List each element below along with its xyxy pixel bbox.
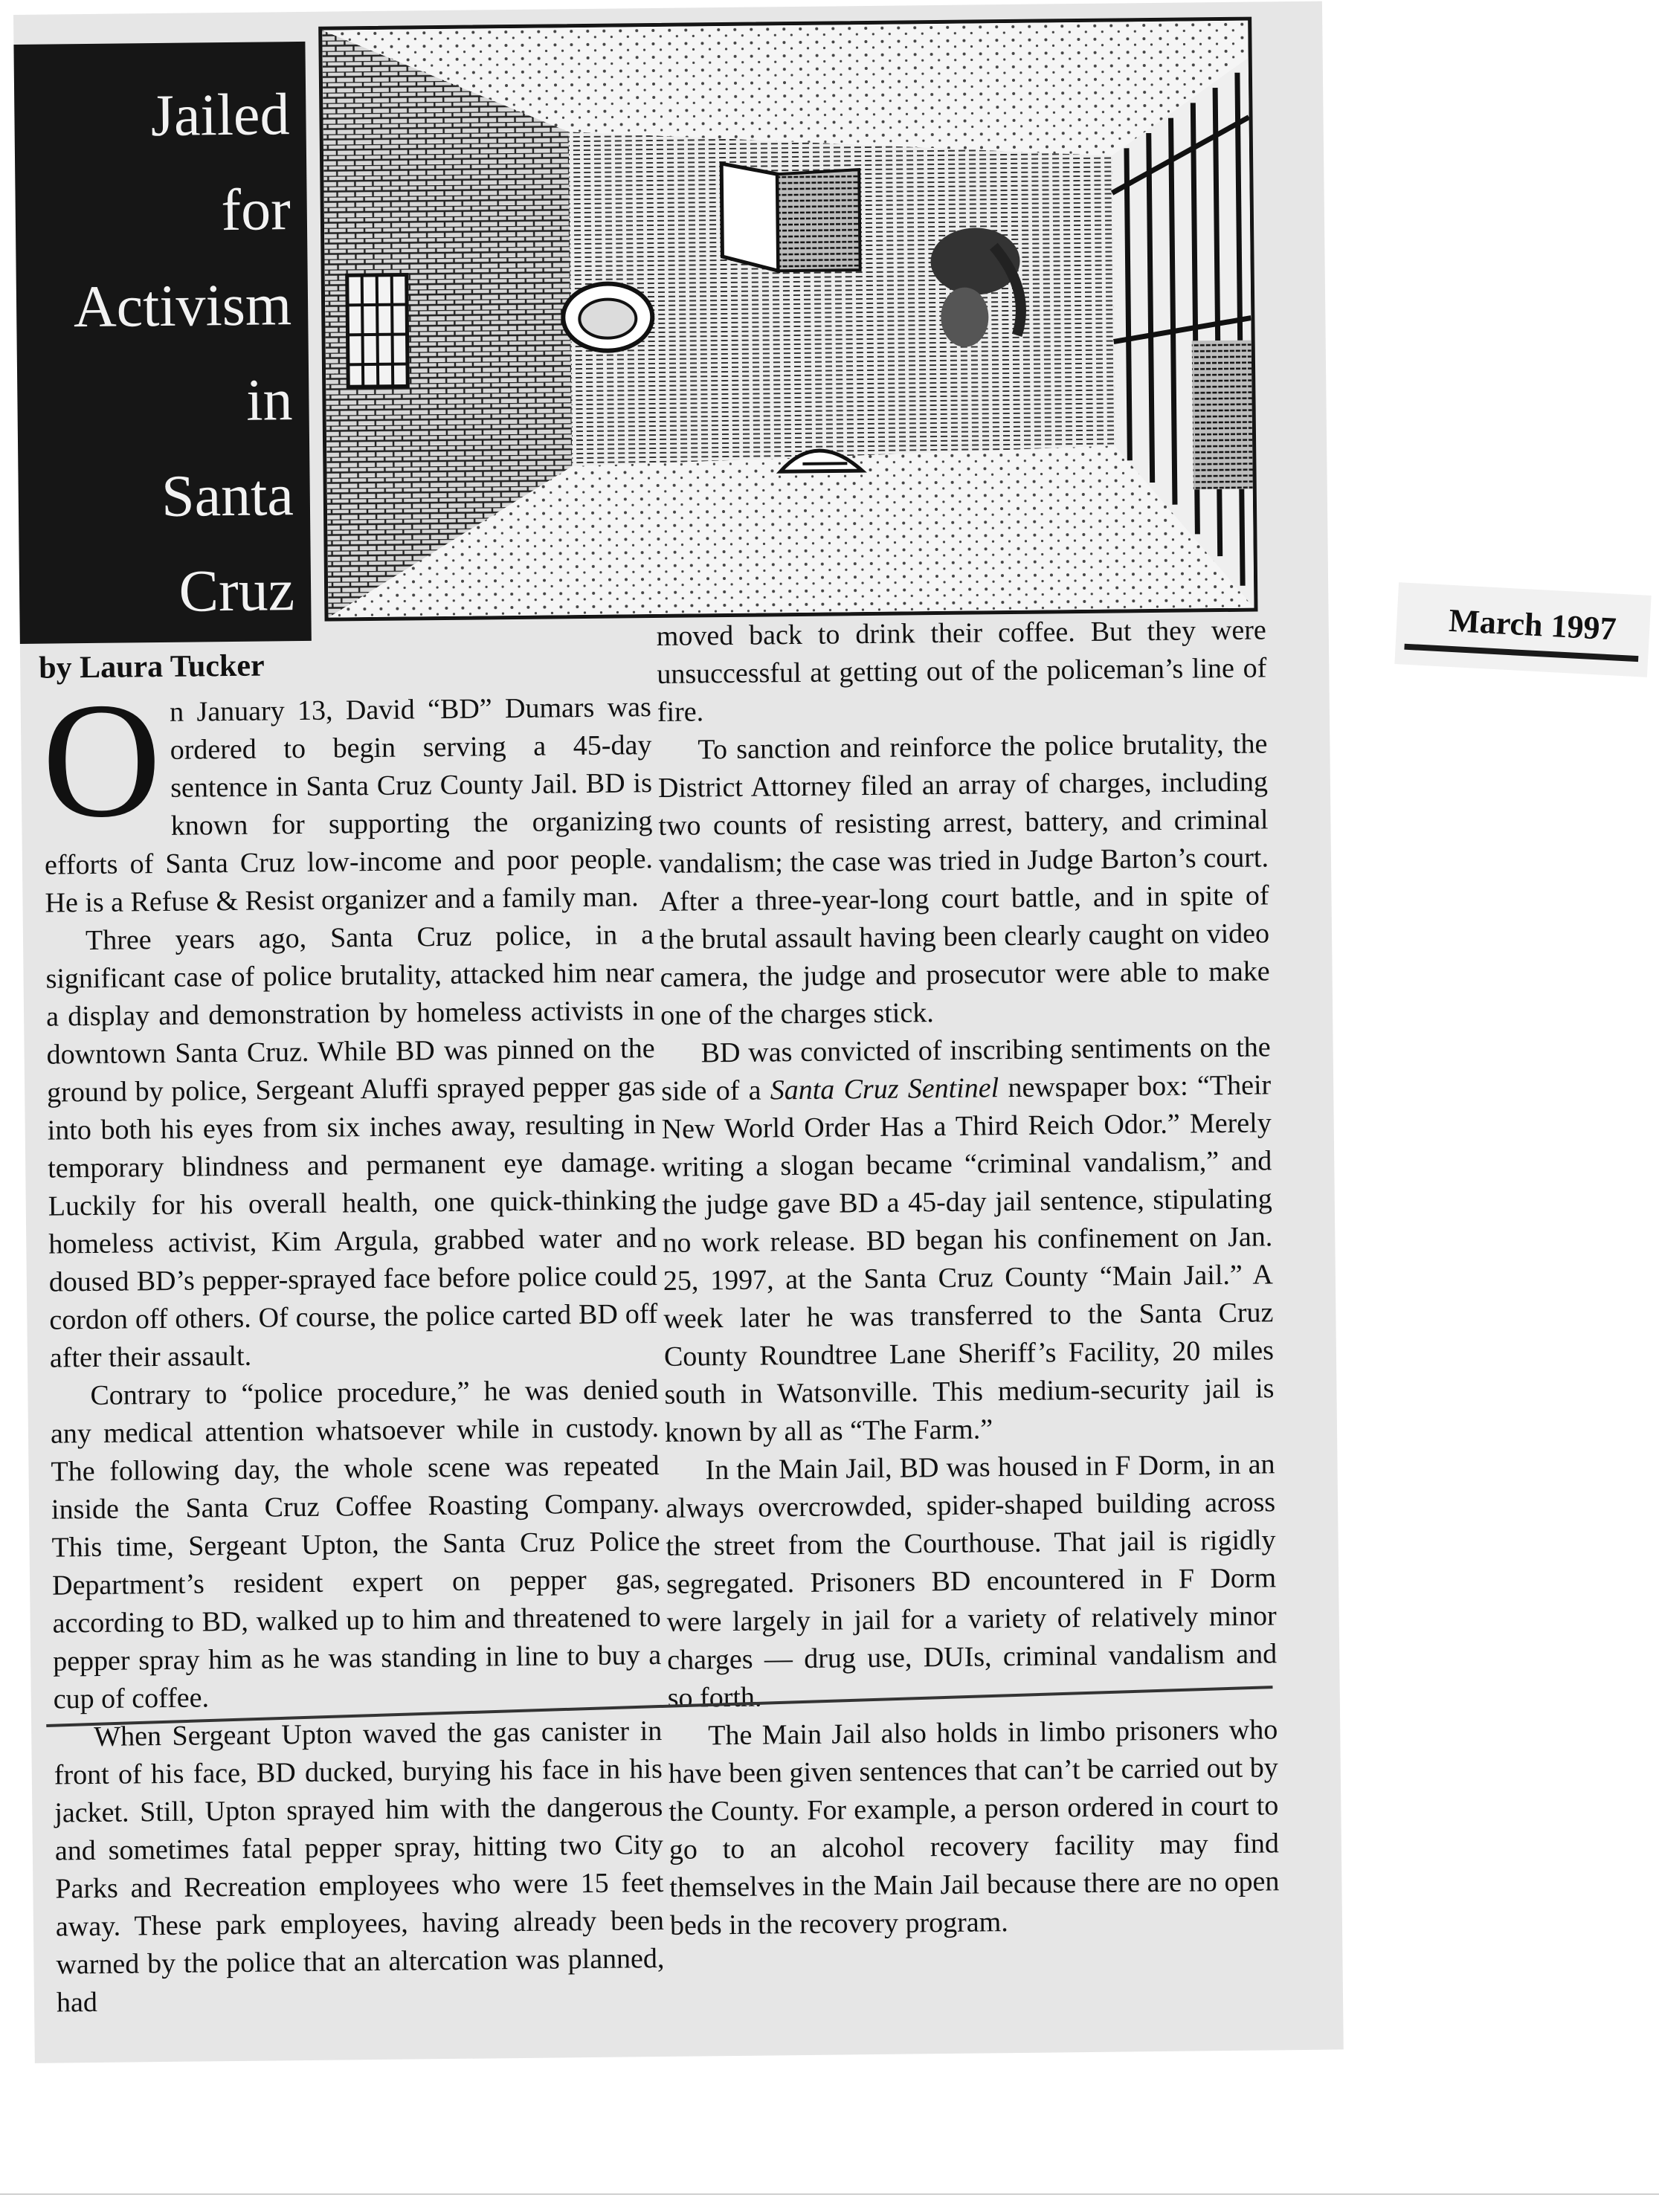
article-paragraph-9: The Main Jail also holds in limbo prisoners who have been given sentences that can’t be carried out by the County. For example, a person ordered in court to go to an alcohol recovery facility may find themselves in the Main Jail because there are no open beds in the recovery program. <box>668 1714 1280 1941</box>
headline-line-6: Cruz <box>178 558 295 625</box>
article-paragraph-1-text: n January 13, David “BD” Dumars was ordered to begin serving a 45-day sentence in Santa Cruz County Jail. BD is known for supporting the organizing efforts of Santa Cruz low-income and poor people. He is a Refuse & Resist organizer and a family man. <box>44 691 654 919</box>
date-text: March 1997 <box>1448 602 1617 648</box>
headline-line-5: Santa <box>161 462 294 529</box>
jail-cell-drawing <box>322 21 1254 618</box>
article-paragraph-6: To sanction and reinforce the police brutality, the District Attorney filed an array of charges, including two counts of resisting arrest, battery, and criminal vandalism; the case was tried in Judge Barton’s court. After a three-year-long court battle, and in spite of the brutal assault having been clearly caught on video camera, the judge and prosecutor were able to make one of the charges stick. <box>657 728 1270 1031</box>
article-paragraph-5: moved back to drink their coffee. But they were unsuccessful at getting out of the policeman’s line of fire. <box>656 614 1267 728</box>
paragraph-7-lead: BD was convicted of inscribing sentiments on the side of a <box>660 1031 1271 1107</box>
article-paragraph-4: When Sergeant Upton waved the gas canister in front of his face, BD ducked, burying his face in his jacket. Still, Upton sprayed him with the dangerous and sometimes fatal pepper spray, hitting two City Parks and Recreation employees who were 15 feet away. These park employees, having already been warned by the police that an altercation was planned, had <box>54 1715 665 2019</box>
jail-cell-illustration <box>318 17 1257 622</box>
article-paragraph-2: Three years ago, Santa Cruz police, in a significant case of police brutality, attacked him near a display and demonstration by homeless activists in downtown Santa Cruz. While BD was pinned on the ground by police, Sergeant Aluffi sprayed pepper gas into both his eyes from six inches away, resulting in temporary blindness and permanent eye damage. Luckily for his overall health, one quick-thinking homeless activist, Kim Argula, grabbed water and doused BD’s pepper-sprayed face before police could cordon off others. Of course, the police carted BD off after their assault. <box>45 919 658 1374</box>
article-column-right <box>657 611 1281 1944</box>
article-column-left <box>41 668 666 2022</box>
article-paragraph-3: Contrary to “police procedure,” he was denied any medical attention whatsoever while in custody. The following day, the whole scene was repeated inside the Santa Cruz Coffee Roasting Company. This time, Sergeant Upton, the Santa Cruz Police Department’s resident expert on pepper gas, according to BD, walked up to him and threatened to pepper spray him as he was standing in line to buy a cup of coffee. <box>50 1374 662 1715</box>
newspaper-name: Santa Cruz Sentinel <box>770 1072 999 1106</box>
headline-line-3: Activism <box>73 272 292 341</box>
headline-line-2: for <box>221 177 291 244</box>
article-paragraph-8: In the Main Jail, BD was housed in F Dorm, in an always overcrowded, spider-shaped building across the street from the Courthouse. That jail is rigidly segregated. Prisoners BD encountered in F Dorm were largely in jail for a variety of relatively minor charges — drug use, DUIs, criminal vandalism and so forth. <box>665 1448 1278 1714</box>
headline-block <box>13 42 311 644</box>
paragraph-7-rest: newspaper box: “Their New World Order Has a Third Reich Odor.” Merely writing a slogan became “criminal vandalism,” and the judge gave BD a 45-day jail sentence, stipulating no work release. BD began his confinement on Jan. 25, 1997, at the Santa Cruz County “Main Jail.” A week later he was transferred to the Santa Cruz County Roundtree Lane Sheriff’s Facility, 20 miles south in Watsonville. This medium-security jail is known by all as “The Farm.” <box>661 1069 1275 1448</box>
drop-cap: O <box>41 668 163 853</box>
byline: by Laura Tucker <box>38 648 265 686</box>
newspaper-clipping <box>13 1 1344 2063</box>
article-paragraph-7 <box>660 1028 1275 1452</box>
headline-line-1: Jailed <box>150 82 290 149</box>
headline-line-4: in <box>245 367 293 433</box>
page-bottom-edge <box>0 2193 1659 2195</box>
date-tag <box>1394 582 1651 677</box>
article-paragraph-1 <box>41 668 654 923</box>
